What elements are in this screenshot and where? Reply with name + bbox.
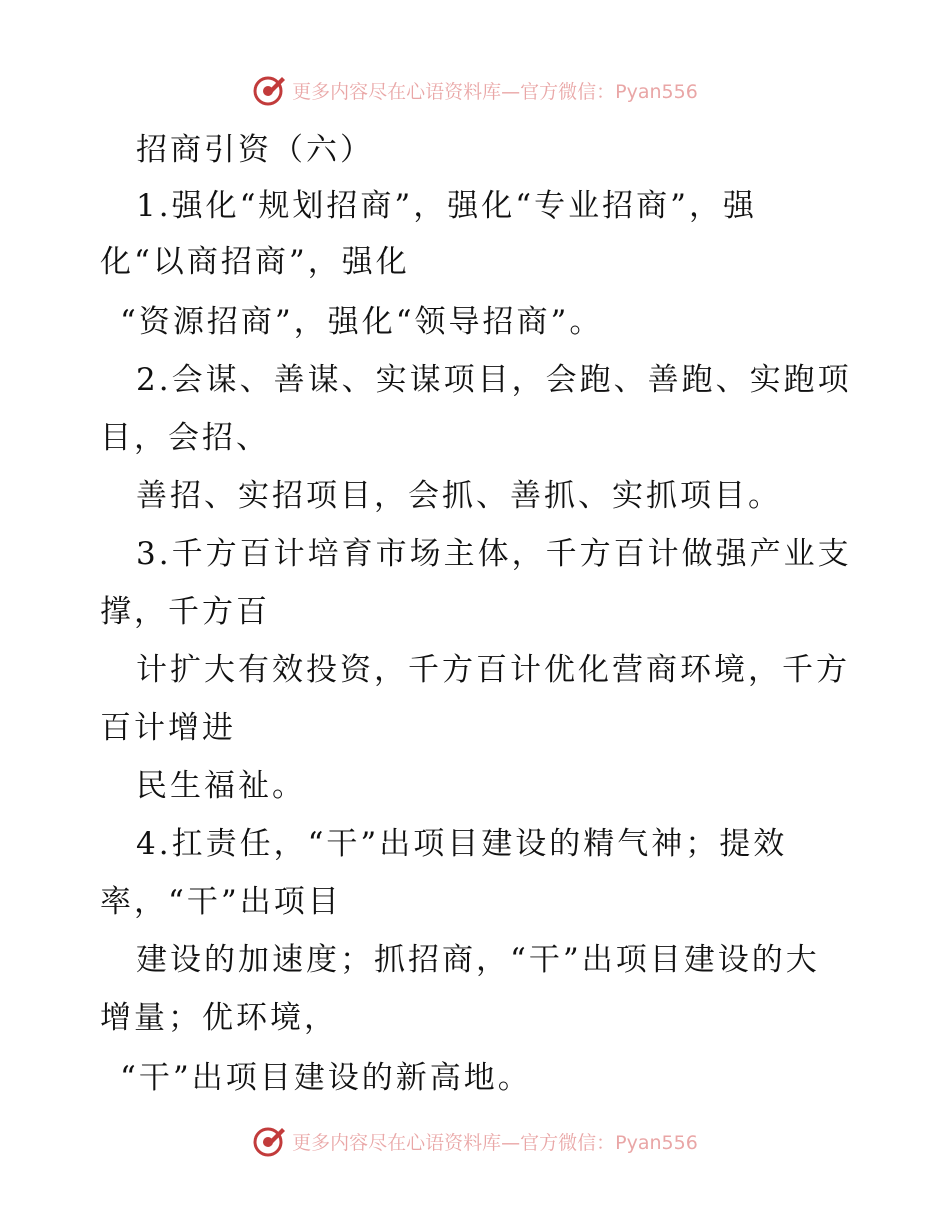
paragraph-line: 计扩大有效投资，千方百计优化营商环境，千方 (136, 652, 850, 688)
paragraph-line: “资源招商”，强化“领导招商”。 (120, 304, 604, 340)
pen-logo-icon (252, 1123, 288, 1159)
paragraph-line: 撑，千方百 (100, 594, 270, 630)
paragraph-line: 增量；优环境， (100, 1000, 338, 1036)
footer-banner (0, 1121, 950, 1161)
paragraph-line: 2.会谋、善谋、实谋项目，会跑、善跑、实跑项 (136, 362, 852, 398)
footer-banner-text: 更多内容尽在心语资料库—官方微信：Pyan556 (292, 1131, 698, 1154)
paragraph-line: 1.强化“规划招商”，强化“专业招商”，强 (136, 188, 757, 224)
paragraph-line: 民生福祉。 (136, 768, 306, 804)
paragraph-line: 率，“干”出项目 (100, 884, 342, 920)
paragraph-line: 善招、实招项目，会抓、善抓、实抓项目。 (136, 478, 782, 514)
paragraph-line: 4.扛责任，“干”出项目建设的精气神；提效 (136, 826, 788, 862)
paragraph-line: 建设的加速度；抓招商，“干”出项目建设的大 (136, 942, 820, 978)
paragraph-line: 3.千方百计培育市场主体，千方百计做强产业支 (136, 536, 852, 572)
pen-logo-icon (252, 72, 288, 108)
document-title: 招商引资（六） (136, 132, 374, 168)
header-banner (0, 70, 950, 110)
paragraph-line: 目，会招、 (100, 420, 270, 456)
paragraph-line: “干”出项目建设的新高地。 (120, 1060, 532, 1096)
paragraph-line: 百计增进 (100, 710, 236, 746)
paragraph-line: 化“以商招商”，强化 (100, 244, 410, 280)
header-banner-text: 更多内容尽在心语资料库—官方微信：Pyan556 (292, 80, 698, 103)
